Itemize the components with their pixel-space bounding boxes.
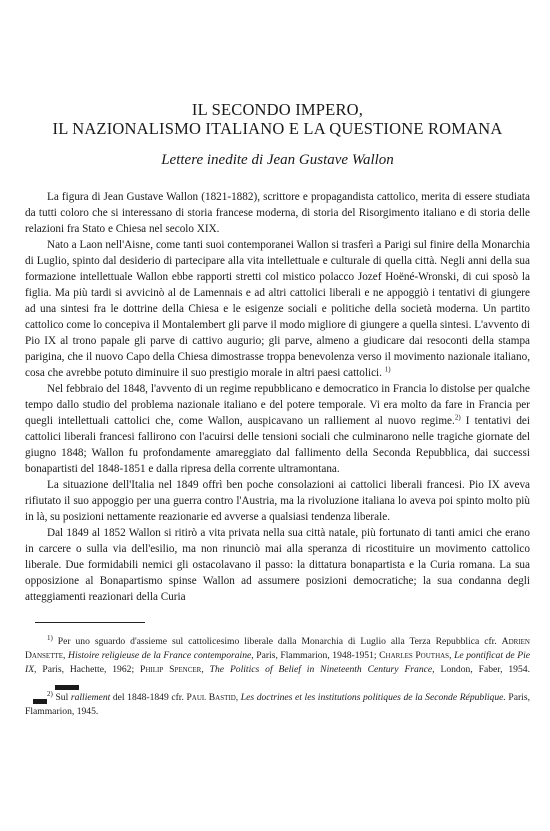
paragraph-2 — [25, 237, 530, 381]
footnote-2-title: Les doctrines et les institutions politiques de la Seconde République. — [240, 692, 506, 703]
footnote-divider — [35, 622, 145, 623]
paragraph-3-continuation: I tentativi dei cattolici liberali francesi fallirono con l'acuirsi delle tensioni sociali che culminarono nelle tragiche giornate del giugno 1848; Wallon fu profondamente amareggiato dal fallimento della Seconda Repubblica, dai successi bonapartisti del 1848-1851 e dalla ripresa della corrente ultramontana. — [25, 415, 530, 475]
footnote-1-mark: 1) — [47, 633, 53, 642]
article-body — [25, 189, 530, 605]
footnote-1-intro: Per uno sguardo d'assieme sul cattolicesimo liberale dalla Monarchia di Luglio alla Terza Repubblica cfr. — [57, 636, 497, 647]
footnote-2-text: del 1848-1849 cfr. — [112, 692, 184, 703]
footnote-1 — [25, 635, 530, 691]
subtitle: Lettere inedite di Jean Gustave Wallon — [161, 152, 394, 168]
title-line-1: IL SECONDO IMPERO, — [191, 100, 364, 119]
footnote-1-author-1: Adrien Dansette, — [25, 636, 530, 661]
footnote-2-author: Paul Bastid, — [186, 692, 239, 703]
footnote-1-pub-3: London, Faber, 1954. — [440, 664, 530, 675]
paragraph-2-text: Nato a Laon nell'Aisne, come tanti suoi contemporanei Wallon si trasferì a Parigi sul finire della Monarchia di Luglio, spinto dal desiderio di partecipare alla vita intellettuale e culturale di quella città. Negli anni della sua formazione intellettuale Wallon ebbe rapporti stretti col mistico polacco Jozef Hoëné-Wronski, di cui sposò la figlia. Ma più tardi si avvicinò al de Lamennais e ad altri cattolici liberali e ne appoggiò i tentativi di giungere ad una sintesi fra le dottrine della Chiesa e le esigenze sociali e politiche della società moderna. Un partito cattolico come lo concepiva il Montalembert gli parve il modo migliore di giungere a quella sintesi. L'avvento di Pio IX al trono papale gli parve di cattivo augurio; gli parve, almeno a giudicare dai resoconti della stampa parigina, che il nuovo Capo della Chiesa dimostrasse troppa benevolenza verso il movimento nazionale italiano, cosa che avrebbe potuto diminuire il suo prestigio morale in altri paesi cattolici. — [25, 239, 530, 379]
paragraph-4: La situazione dell'Italia nel 1849 offrì ben poche consolazioni ai cattolici liberali francesi. Pio IX aveva rifiutato il suo appoggio per una guerra contro l'Austria, ma la rivoluzione italiana lo aveva poi spinto molto più in là, su posizioni nettamente reazionarie ed avverse a qualsiasi tendenza liberale. — [25, 479, 530, 523]
title-line-2: IL NAZIONALISMO ITALIANO E LA QUESTIONE ROMANA — [52, 119, 503, 138]
paragraph-3 — [25, 381, 530, 477]
print-marks — [33, 681, 85, 687]
footnote-1-author-2: Charles Pouthas, — [379, 650, 452, 661]
footnote-2 — [25, 691, 530, 719]
paragraph-1: La figura di Jean Gustave Wallon (1821-1882), scrittore e propagandista cattolico, merita di essere studiata da tutti coloro che si interessano di storia francese moderna, di storia del Risorgimento italiano e di storia delle relazioni fra Stato e Chiesa nel secolo XIX. — [25, 191, 530, 235]
footnote-2-mark: 2) — [47, 689, 53, 698]
footnote-1-pub-2: Paris, Hachette, 1962; — [42, 664, 135, 675]
footnotes — [25, 635, 530, 719]
footnote-2-intro: Sul — [55, 692, 69, 703]
footnote-ref-1[interactable]: 1) — [384, 365, 391, 374]
footnote-ref-2[interactable]: 2) — [454, 413, 461, 422]
footnote-1-pub-1: Paris, Flammarion, 1948-1951; — [256, 650, 377, 661]
article-page — [25, 100, 530, 719]
paragraph-3-text: Nel febbraio del 1848, l'avvento di un regime repubblicano e democratico in Francia lo distolse per qualche tempo dallo studio del problema nazionale italiano e del potere temporale. Vi era molto da fare in Francia per quegli intellettuali cattolici che, come Wallon, auspicavano un ralliement al nuovo regime. — [25, 383, 530, 427]
footnote-2-term: ralliement — [70, 692, 111, 703]
footnote-1-author-3: Philip Spencer, — [140, 664, 204, 675]
footnote-1-title-2: Le pontificat de Pie IX, — [25, 650, 531, 675]
footnote-1-title-3: The Politics of Belief in Nineteenth Century France, — [209, 664, 435, 675]
footnote-1-title-1: Histoire religieuse de la France contemporaine, — [68, 650, 254, 661]
paragraph-5: Dal 1849 al 1852 Wallon si ritirò a vita privata nella sua città natale, più fortunato di tanti amici che erano in carcere o sulla via dell'esilio, ma non rinunciò mai alla speranza di ricostituire un movimento cattolico liberale. Due formidabili nemici gli ostacolavano il passo: la dittatura bonapartista e la Curia romana. La sua opposizione al Bonapartismo spinse Wallon ad assumere posizioni democratiche; la sua condanna degli atteggiamenti reazionari della Curia — [25, 527, 530, 603]
footnote-2-pub: Paris, Flammarion, 1945. — [25, 692, 530, 717]
